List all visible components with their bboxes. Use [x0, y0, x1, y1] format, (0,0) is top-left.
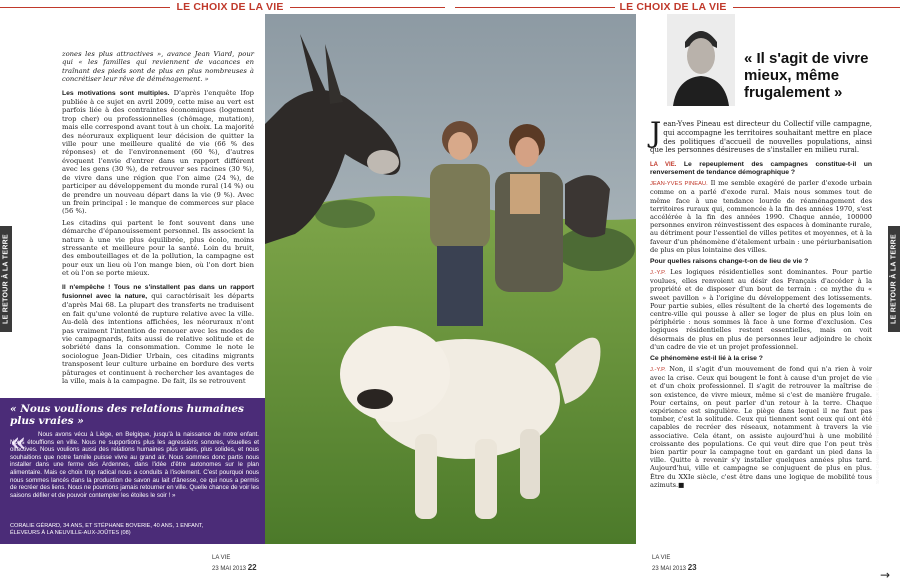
footer-left-date: 23 MAI 2013	[212, 566, 247, 572]
answer-2: Les logiques résidentielles sont dominantes. Pour partie voulues, elles renvoient au désir des Français d'accéder à la propriété et de disposer d'un bout de terrain : ce mythe du « sweet pavillon » à l'origine du développement des lotissements. Pour partie subies, elles résultent de la cherté des logements de centre-ville qui pousse à aller se loger de plus en plus loin en périphérie : nous sommes là face à une forme d'exclusion. Ces logiques résidentielles restent essentielles, mais on voit désormais de plus en plus de personnes leur adjoindre le choix d'un cadre de vie et un projet professionnel.	[650, 268, 872, 351]
header-left: LE CHOIX DE LA VIE	[176, 1, 284, 13]
header-rule-left	[0, 7, 170, 8]
header-right: LE CHOIX DE LA VIE	[619, 1, 727, 13]
testimony-title: « Nous voulions des relations humaines plus vraies »	[10, 403, 244, 427]
article-paragraph-4: qui caractérisait les départs d'après Mai 68. La plupart des transferts ne traduisent en fait qu'une volonté de rupture relative avec la ville. Au-delà des intentions affichées, les néoruraux n'ont pas vraiment l'intention de renouer avec les modes de vie campagnards, faits aussi de relative solitude et de sobriété dans la consommation. Comme le note le sociologue Jean-Didier Urbain, ces citadins migrants transposent leur culture urbaine en bordure des verts pâturages et continuent à rechercher les avantages de la ville, mais à la campagne. De fait, ils se retrouvent	[62, 291, 254, 386]
side-tab-left: LE RETOUR À LA TERRE	[0, 226, 12, 332]
side-tab-right: LE RETOUR À LA TERRE	[888, 226, 900, 332]
drop-cap: J	[650, 116, 662, 149]
subhead-1: Les motivations sont multiples.	[62, 89, 170, 97]
question-3: Ce phénomène est-il lié à la crise ?	[650, 355, 763, 363]
header-rule-left-2	[290, 7, 445, 8]
answer-tag-2: J.-Y.P.	[650, 270, 666, 277]
page-number-left: 22	[247, 563, 257, 572]
footer-left-magazine: LA VIE	[212, 555, 231, 561]
footer-right-date: 23 MAI 2013	[652, 566, 687, 572]
interview-body	[650, 116, 873, 550]
signature-line-1: CORALIE GÉRARD, 34 ANS, ET STÉPHANE BOVERIE, 40 ANS, 1 ENFANT,	[10, 523, 204, 529]
footer-left	[212, 555, 257, 572]
page-number-right: 23	[687, 563, 697, 572]
portrait-jean-yves-pineau	[667, 14, 735, 106]
testimony-box	[0, 398, 265, 544]
interview-headline: « Il s'agit de vivre mieux, même frugalement »	[744, 50, 869, 101]
photo-credit: SAMIR CHAIEH / HAYTHEM / PHOTO POUR LA VIE	[875, 377, 880, 484]
left-article	[62, 50, 254, 395]
next-page-arrow-icon[interactable]: →	[880, 568, 891, 582]
photo-illustration	[265, 14, 636, 544]
signature-line-2: ÉLEVEURS À LA NEUVILLE-AUX-JOÛTES (08)	[10, 530, 131, 536]
header-rule-right-2	[733, 7, 900, 8]
quote-mark-icon: «	[10, 428, 27, 458]
testimony-text: Nous avons vécu à Liège, en Belgique, jusqu'à la naissance de notre enfant. Nous étouffions en ville. Nous ne supportions plus les agressions sonores, visuelles et olfactives. Nous voulions aussi des relations humaines plus vraies, plus solides, et nous souhaitions que notre famille puisse vivre au grand air. Nous sommes donc partis nous installer dans une ferme des Ardennes, dans l'idée d'être autonomes sur le plan alimentaire. Mais ce choix trop radical nous a conduits à l'isolement. C'est pourquoi nous nous sommes lancés dans la production de savon au lait d'ânesse, ce qui nous a permis de recréer des liens. Nous ne pourrions jamais retourner en ville. Quelle chance de voir les saisons défiler et de pouvoir contempler les étoiles le soir ! »	[10, 431, 259, 499]
answer-3: Non, il s'agit d'un mouvement de fond qui n'a rien à voir avec la crise. Ceux qui bougent le font à cause d'un projet de vie et d'un choix professionnel. Il s'agit de retrouver la maîtrise de son existence, de vivre mieux, même si c'est de manière frugale. Pour certains, on peut parler d'un retour à la terre. Chaque expérience est singulière. Le piège dans lequel il ne faut pas tomber, c'est la solitude. Ceux qui tiennent sont ceux qui ont été capables de recréer des réseaux, notamment à travers la vie associative. Cela étant, on assiste aujourd'hui à une mobilité croissante des populations. Ce qui veut dire que l'on peut très bien partir pour la campagne tout en gardant un pied dans la ville. Quitte à revenir s'y installer quelques années plus tard. Aujourd'hui, ville et campagne se conjuguent de plus en plus. Être du XXIe siècle, c'est être dans une logique de mobilité tous azimuts.■	[650, 365, 872, 489]
subhead-2: Il n'empêche ! Tous ne s'installent pas dans un rapport fusionnel avec la nature,	[62, 283, 254, 300]
header-rule-right	[455, 7, 615, 8]
footer-right-magazine: LA VIE	[652, 555, 671, 561]
question-2: Pour quelles raisons change-t-on de lieu de vie ?	[650, 258, 809, 266]
answer-1: Il me semble exagéré de parler d'exode urbain comme on a parlé d'exode rural. Mais nous sommes tout de même face à une tendance lourde de réaménagement des territoires ruraux qui, commencée à la fin des années 1970, s'est accélérée à la fin des années 1990. Chaque année, 100000 personnes environ réinvestissent des espaces à dominante rurale, au détriment pour l'essentiel de villes petites et moyennes, et à la faveur d'un phénomène d'étalement urbain : une périurbanisation de plus en plus lointaine des villes.	[650, 179, 872, 254]
answer-tag-3: J.-Y.P.	[650, 367, 666, 374]
testimony-signature	[10, 523, 259, 537]
article-paragraph-2: D'après l'enquête Ifop publiée à ce sujet en avril 2009, cette mise au vert est parfois liée à des contraintes économiques (logement trop cher) ou professionnelles (chômage, mutation), mais elle correspond avant tout à un choix. La majorité des néoruraux expliquent leur décision de quitter la ville pour une meilleure qualité de vie (66 % des réponses) et de l'environnement (60 %), d'autres évoquent l'envie d'entrer dans un rapport différent avec les gens (30 %), de retrouver ses racines (30 %), de vivre dans une région que l'on aime (24 %), de participer au développement du monde rural (14 %) ou de prendre un nouveau départ dans la vie (9 %). Avec un frein principal : le manque de commerces sur place (56 %).	[62, 88, 254, 216]
answer-tag-1: JEAN-YVES PINEAU.	[650, 181, 708, 188]
footer-right	[652, 555, 697, 572]
portrait-illustration	[667, 14, 735, 106]
question-1: Le repeuplement des campagnes constitue-t-il un renversement de tendance démographique ?	[650, 161, 873, 177]
question-tag-1: LA VIE.	[650, 162, 677, 169]
interview-intro: ean-Yves Pineau est directeur du Collectif ville campagne, qui accompagne les territoires souhaitant mettre en place des politiques d'accueil de nouvelles populations, ainsi que les personnes désireuses de s'installer en milieu rural.	[650, 120, 872, 155]
article-paragraph-3: Les citadins qui partent le font souvent dans une démarche d'épanouissement personnel. Ils associent la nature à une vie plus équilibrée, plus écolo, moins stressante et meilleure pour la santé. Loin du bruit, des embouteillages et de la pollution, la campagne est pour eux un lieu où l'on mange bien, où l'on dort bien et où l'on se porte mieux.	[62, 218, 254, 278]
article-paragraph-1: zones les plus attractives », avance Jean Viard, pour qui « les familles qui reviennent de vacances en traînant des pieds sont de plus en plus nombreuses à concrétiser leur rêve de déménagement. »	[62, 50, 254, 84]
